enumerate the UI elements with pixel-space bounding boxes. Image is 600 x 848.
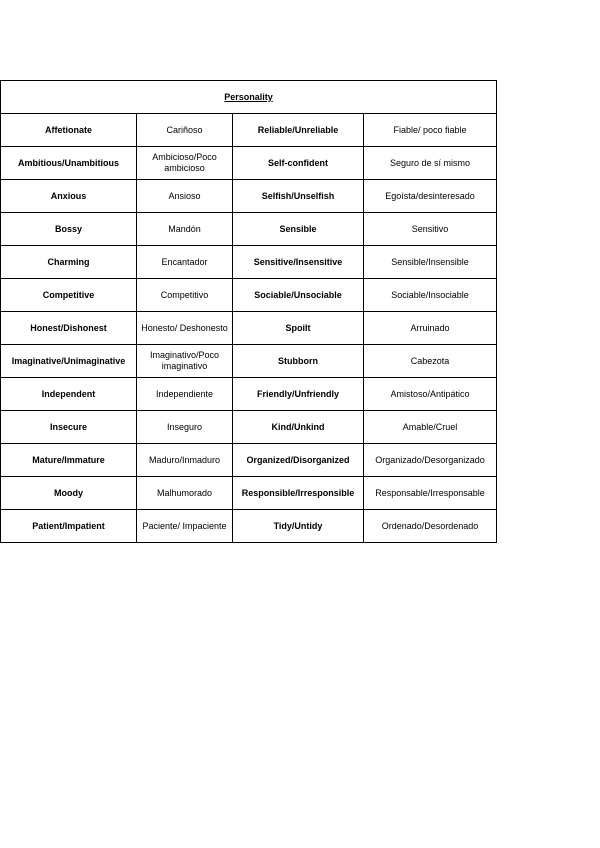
spanish-translation-cell: Amable/Cruel bbox=[364, 411, 497, 444]
spanish-translation-cell: Mandón bbox=[137, 213, 233, 246]
spanish-translation-cell: Seguro de sí mismo bbox=[364, 147, 497, 180]
spanish-translation-cell: Ansioso bbox=[137, 180, 233, 213]
english-term-cell: Self-confident bbox=[233, 147, 364, 180]
table-row bbox=[1, 477, 497, 510]
english-term-cell: Moody bbox=[1, 477, 137, 510]
english-term-cell: Organized/Disorganized bbox=[233, 444, 364, 477]
english-term-cell: Anxious bbox=[1, 180, 137, 213]
table-row bbox=[1, 312, 497, 345]
spanish-translation-cell: Competitivo bbox=[137, 279, 233, 312]
english-term-cell: Patient/Impatient bbox=[1, 510, 137, 543]
spanish-translation-cell: Inseguro bbox=[137, 411, 233, 444]
table-title-row bbox=[1, 81, 497, 114]
english-term-cell: Bossy bbox=[1, 213, 137, 246]
english-term-cell: Responsible/Irresponsible bbox=[233, 477, 364, 510]
personality-vocabulary-table bbox=[0, 80, 497, 543]
english-term-cell: Spoilt bbox=[233, 312, 364, 345]
table-row bbox=[1, 378, 497, 411]
english-term-cell: Independent bbox=[1, 378, 137, 411]
spanish-translation-cell: Cariñoso bbox=[137, 114, 233, 147]
english-term-cell: Tidy/Untidy bbox=[233, 510, 364, 543]
english-term-cell: Affetionate bbox=[1, 114, 137, 147]
table-row bbox=[1, 180, 497, 213]
english-term-cell: Imaginative/Unimaginative bbox=[1, 345, 137, 378]
table-row bbox=[1, 147, 497, 180]
table-row bbox=[1, 246, 497, 279]
spanish-translation-cell: Amistoso/Antipático bbox=[364, 378, 497, 411]
english-term-cell: Ambitious/Unambitious bbox=[1, 147, 137, 180]
table-title: Personality bbox=[1, 81, 497, 114]
spanish-translation-cell: Independiente bbox=[137, 378, 233, 411]
spanish-translation-cell: Sensitivo bbox=[364, 213, 497, 246]
spanish-translation-cell: Arruinado bbox=[364, 312, 497, 345]
english-term-cell: Kind/Unkind bbox=[233, 411, 364, 444]
english-term-cell: Charming bbox=[1, 246, 137, 279]
table-row bbox=[1, 345, 497, 378]
english-term-cell: Mature/Immature bbox=[1, 444, 137, 477]
spanish-translation-cell: Ambicioso/Poco ambicioso bbox=[137, 147, 233, 180]
spanish-translation-cell: Egoísta/desinteresado bbox=[364, 180, 497, 213]
table-row bbox=[1, 444, 497, 477]
spanish-translation-cell: Sensible/Insensible bbox=[364, 246, 497, 279]
spanish-translation-cell: Organizado/Desorganizado bbox=[364, 444, 497, 477]
spanish-translation-cell: Ordenado/Desordenado bbox=[364, 510, 497, 543]
spanish-translation-cell: Responsable/Irresponsable bbox=[364, 477, 497, 510]
english-term-cell: Honest/Dishonest bbox=[1, 312, 137, 345]
spanish-translation-cell: Cabezota bbox=[364, 345, 497, 378]
table-row bbox=[1, 510, 497, 543]
english-term-cell: Sensible bbox=[233, 213, 364, 246]
spanish-translation-cell: Sociable/Insociable bbox=[364, 279, 497, 312]
spanish-translation-cell: Malhumorado bbox=[137, 477, 233, 510]
spanish-translation-cell: Paciente/ Impaciente bbox=[137, 510, 233, 543]
table-row bbox=[1, 213, 497, 246]
english-term-cell: Reliable/Unreliable bbox=[233, 114, 364, 147]
english-term-cell: Competitive bbox=[1, 279, 137, 312]
table-row bbox=[1, 411, 497, 444]
spanish-translation-cell: Fiable/ poco fiable bbox=[364, 114, 497, 147]
spanish-translation-cell: Maduro/Inmaduro bbox=[137, 444, 233, 477]
table-row bbox=[1, 114, 497, 147]
spanish-translation-cell: Encantador bbox=[137, 246, 233, 279]
english-term-cell: Sensitive/Insensitive bbox=[233, 246, 364, 279]
english-term-cell: Sociable/Unsociable bbox=[233, 279, 364, 312]
english-term-cell: Insecure bbox=[1, 411, 137, 444]
table-row bbox=[1, 279, 497, 312]
english-term-cell: Stubborn bbox=[233, 345, 364, 378]
spanish-translation-cell: Imaginativo/Poco imaginativo bbox=[137, 345, 233, 378]
english-term-cell: Selfish/Unselfish bbox=[233, 180, 364, 213]
spanish-translation-cell: Honesto/ Deshonesto bbox=[137, 312, 233, 345]
english-term-cell: Friendly/Unfriendly bbox=[233, 378, 364, 411]
